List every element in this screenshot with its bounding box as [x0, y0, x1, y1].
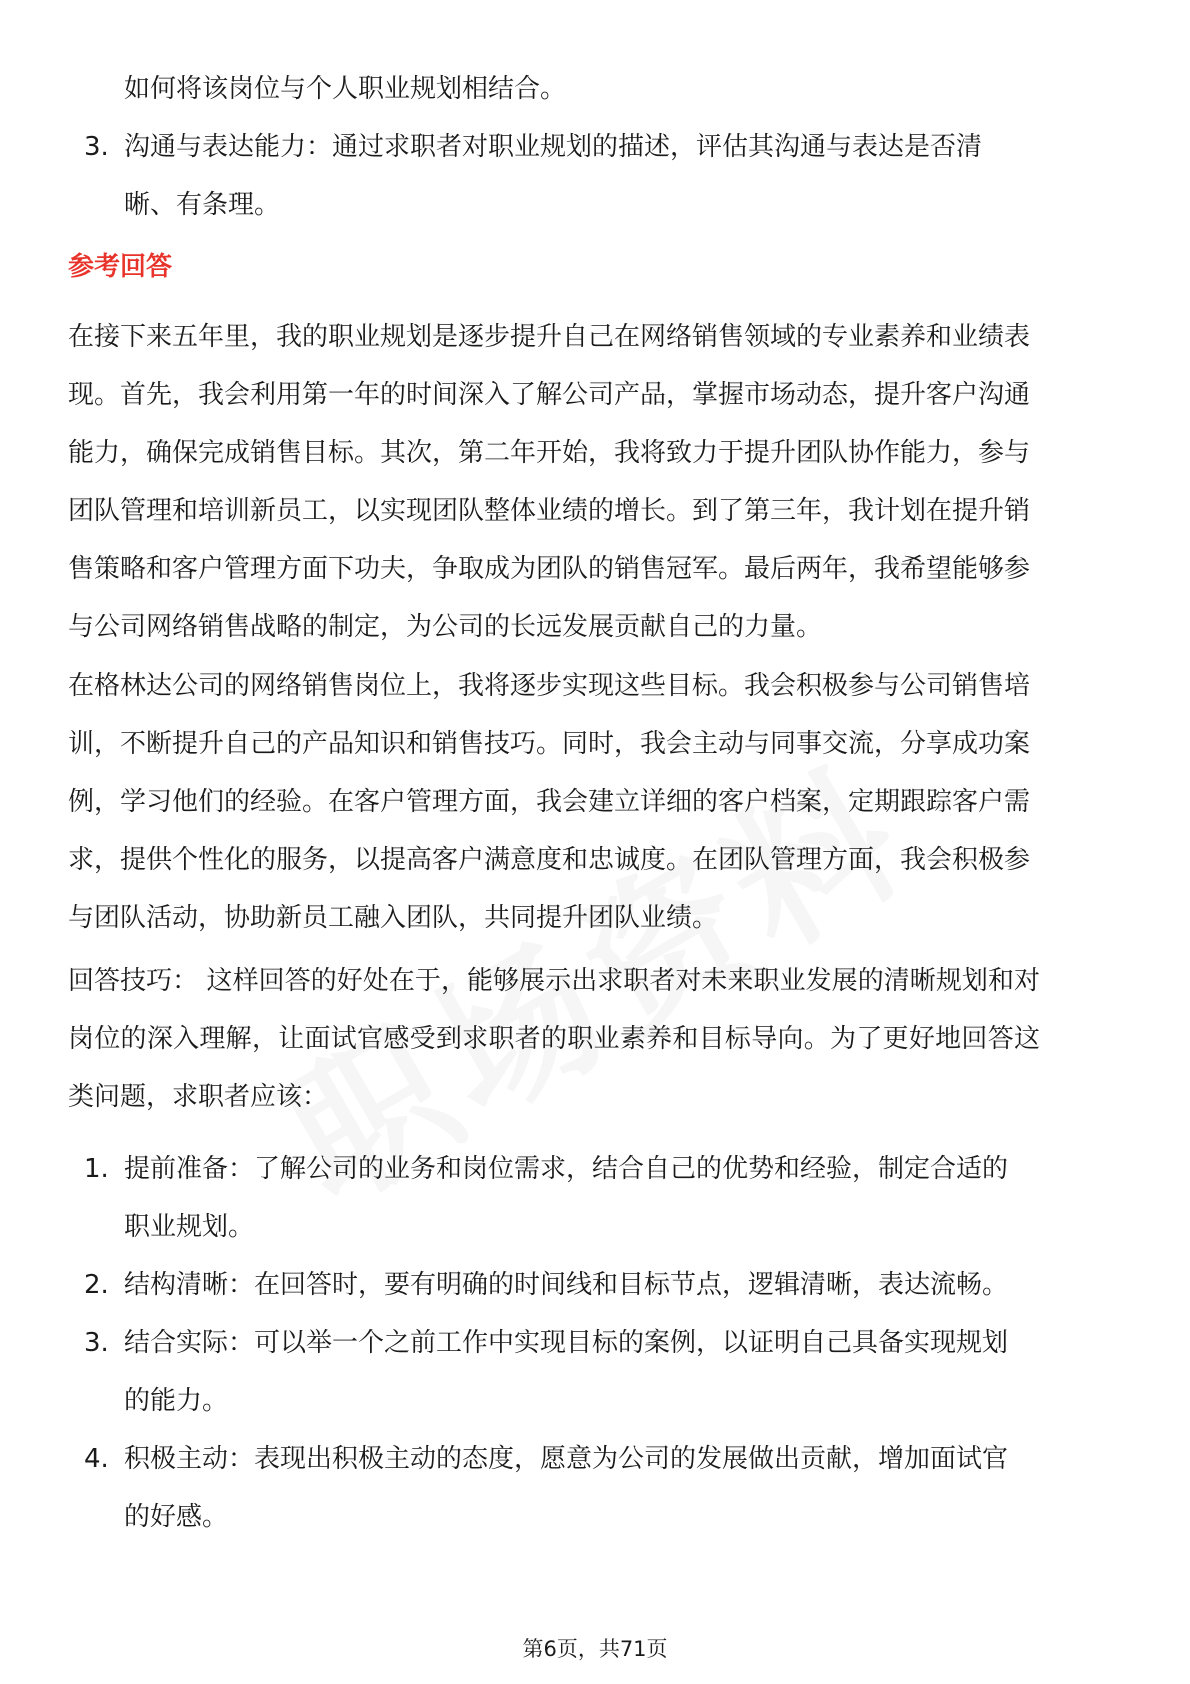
list-item-continuation — [72, 60, 1012, 118]
tip-number: 2. — [84, 1270, 109, 1300]
tip-text: 结合实际：可以举一个之前工作中实现目标的案例，以证明自己具备实现规划的能力。 — [124, 1328, 1009, 1416]
list-item — [72, 118, 1012, 234]
answer-paragraph-2: 在格林达公司的网络销售岗位上，我将逐步实现这些目标。我会积极参与公司销售培训，不断提升自己的产品知识和销售技巧。同时，我会主动与同事交流，分享成功案例，学习他们的经验。在客户管理方面，我会建立详细的客户档案，定期跟踪客户需求，提供个性化的服务，以提高客户满意度和忠诚度。在团队管理方面，我会积极参与团队活动，协助新员工融入团队，共同提升团队业绩。 — [68, 671, 1031, 933]
tip-item — [72, 1140, 1032, 1256]
tip-item — [72, 1256, 1032, 1314]
list-item-text: 沟通与表达能力：通过求职者对职业规划的描述，评估其沟通与表达是否清晰、有条理。 — [124, 132, 983, 220]
top-list — [72, 60, 1012, 234]
section-heading-reference: 参考回答 — [68, 252, 173, 282]
tips-list — [72, 1140, 1032, 1546]
tip-number: 3. — [84, 1328, 109, 1358]
list-item-text: 如何将该岗位与个人职业规划相结合。 — [124, 74, 567, 104]
tip-item — [72, 1430, 1032, 1546]
page-footer: 第6页，共71页 — [522, 1637, 668, 1661]
tip-text: 积极主动：表现出积极主动的态度，愿意为公司的发展做出贡献，增加面试官的好感。 — [124, 1444, 1009, 1532]
tip-item — [72, 1314, 1032, 1430]
tip-number: 1. — [84, 1154, 109, 1184]
answer-paragraph-1: 在接下来五年里，我的职业规划是逐步提升自己在网络销售领域的专业素养和业绩表现。首先，我会利用第一年的时间深入了解公司产品，掌握市场动态，提升客户沟通能力，确保完成销售目标。其次，第二年开始，我将致力于提升团队协作能力，参与团队管理和培训新员工，以实现团队整体业绩的增长。到了第三年，我计划在提升销售策略和客户管理方面下功夫，争取成为团队的销售冠军。最后两年，我希望能够参与公司网络销售战略的制定，为公司的长远发展贡献自己的力量。 — [68, 322, 1031, 642]
list-item-number: 3. — [84, 132, 109, 162]
tip-text: 提前准备：了解公司的业务和岗位需求，结合自己的优势和经验，制定合适的职业规划。 — [124, 1154, 1009, 1242]
tips-intro-paragraph: 回答技巧： 这样回答的好处在于，能够展示出求职者对未来职业发展的清晰规划和对岗位的深入理解，让面试官感受到求职者的职业素养和目标导向。为了更好地回答这类问题，求职者应该： — [68, 966, 1040, 1112]
tip-text: 结构清晰：在回答时，要有明确的时间线和目标节点，逻辑清晰，表达流畅。 — [124, 1270, 1009, 1300]
tip-number: 4. — [84, 1444, 109, 1474]
